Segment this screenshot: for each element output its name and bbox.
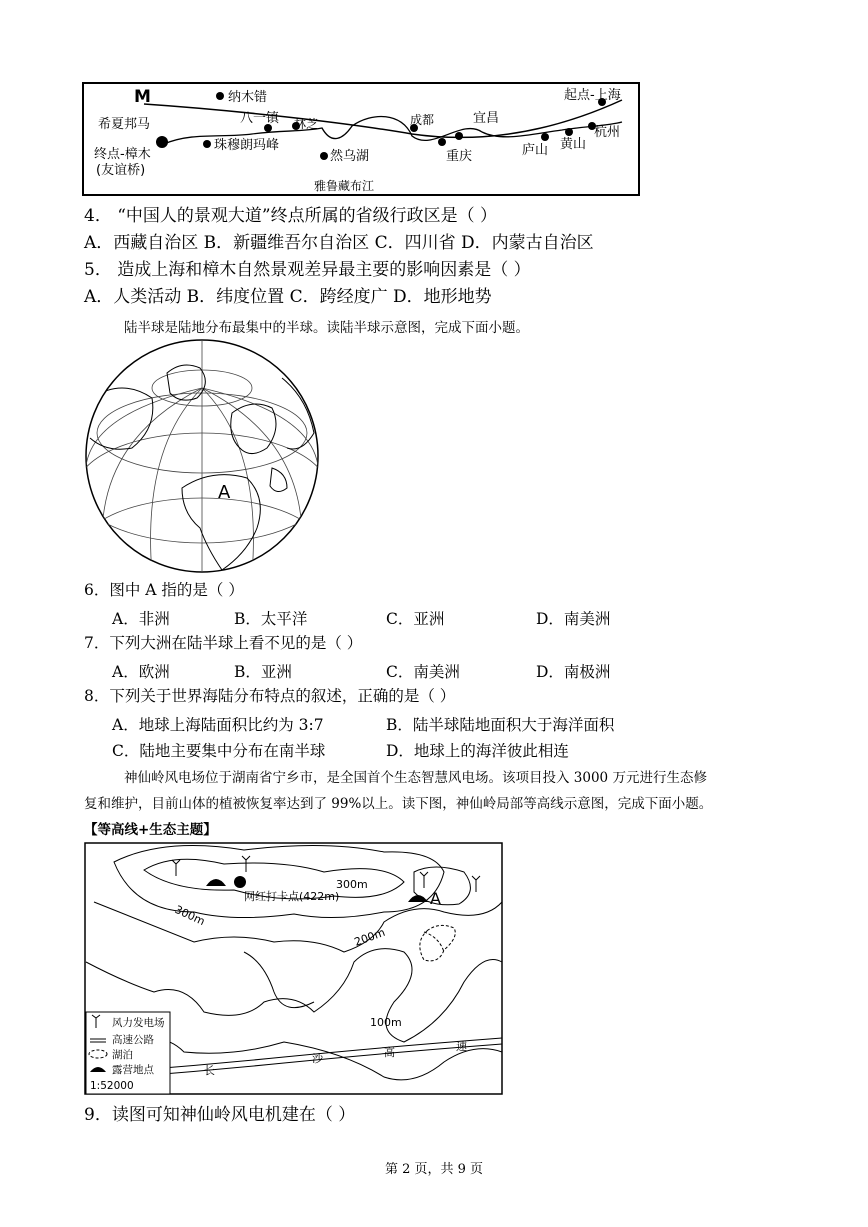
place-bayizhen: 八一镇 — [240, 111, 280, 126]
place-hangzhou: 杭州 — [594, 125, 621, 140]
legend-camp: 露营地点 — [112, 1064, 154, 1076]
place-chongqing: 重庆 — [446, 149, 473, 164]
legend-wind: 风力发电场 — [112, 1017, 165, 1029]
question-7-stem: 7．下列大洲在陆半球上看不见的是（ ） — [84, 634, 363, 652]
contour-label-100: 100m — [370, 1016, 402, 1029]
place-yarlung: 雅鲁藏布江 — [314, 179, 375, 193]
intro-land-hemisphere: 陆半球是陆地分布最集中的半球。读陆半球示意图，完成下面小题。 — [124, 320, 529, 336]
contour-label-200: 200m — [352, 925, 387, 949]
question-8-option-a: A．地球上海陆面积比约为 3:7 — [112, 716, 324, 734]
route-m-label: M — [134, 87, 151, 107]
place-lushan: 庐山 — [522, 143, 549, 158]
section-tag: 【等高线+生态主题】 — [84, 822, 217, 838]
question-6-option-c: C．亚洲 — [386, 610, 445, 628]
route-start-label: 起点-上海 — [564, 88, 621, 103]
question-6-option-b: B．太平洋 — [234, 610, 308, 628]
intro-wind-line-2: 复和维护，目前山体的植被恢复率达到了 99%以上。读下图，神仙岭局部等高线示意图，完成下面小题。 — [84, 796, 713, 812]
question-8-option-b: B．陆半球陆地面积大于海洋面积 — [386, 716, 615, 734]
legend-highway: 高速公路 — [112, 1034, 154, 1046]
question-5-stem: 5． 造成上海和樟木自然景观差异最主要的影响因素是（ ） — [84, 260, 531, 280]
place-ranwuhu: 然乌湖 — [330, 149, 370, 164]
question-8-option-d: D．地球上的海洋彼此相连 — [386, 742, 569, 760]
place-namucuo: 纳木错 — [228, 90, 268, 105]
globe-label-a: A — [218, 482, 231, 503]
question-7-option-c: C．南美洲 — [386, 663, 460, 681]
question-8-option-c: C．陆地主要集中分布在南半球 — [112, 742, 326, 760]
question-4-stem: 4． “中国人的景观大道”终点所属的省级行政区是（ ） — [84, 206, 498, 226]
land-hemisphere-globe — [82, 338, 322, 578]
place-xixiabangma: 希夏邦马 — [98, 117, 151, 132]
page-footer: 第 2 页，共 9 页 — [384, 1162, 484, 1177]
question-5-options: A．人类活动 B．纬度位置 C．跨经度广 D．地形地势 — [84, 287, 492, 307]
road-char-1: 长 — [204, 1064, 215, 1077]
question-9-stem: 9．读图可知神仙岭风电机建在（ ） — [84, 1105, 356, 1125]
legend-scale: 1:52000 — [90, 1080, 134, 1092]
place-yichang: 宜昌 — [473, 111, 500, 126]
place-zhumulangma: 珠穆朗玛峰 — [214, 138, 280, 153]
contour-map — [84, 842, 504, 1096]
legend-lake: 湖泊 — [112, 1049, 133, 1061]
question-6-option-a: A．非洲 — [112, 610, 170, 628]
question-4-options: A．西藏自治区 B．新疆维吾尔自治区 C．四川省 D．内蒙古自治区 — [84, 233, 594, 253]
question-8-stem: 8．下列关于世界海陆分布特点的叙述，正确的是（ ） — [84, 687, 456, 705]
route-map — [82, 82, 642, 198]
road-char-2: 沙 — [312, 1052, 323, 1065]
contour-label-300-a: 300m — [336, 878, 368, 891]
question-7-option-a: A．欧洲 — [112, 663, 170, 681]
route-end-label: 终点-樟木 — [94, 147, 151, 162]
road-char-3: 高 — [384, 1046, 395, 1059]
place-chengdu: 成都 — [410, 113, 435, 127]
contour-label-300-b: 300m — [172, 902, 207, 929]
road-char-4: 速 — [456, 1040, 467, 1053]
intro-wind-line-1: 神仙岭风电场位于湖南省宁乡市，是全国首个生态智慧风电场。该项目投入 3000 万元进行生态修 — [124, 770, 707, 786]
question-7-option-b: B．亚洲 — [234, 663, 292, 681]
question-7-option-d: D．南极洲 — [536, 663, 611, 681]
question-6-stem: 6．图中 A 指的是（ ） — [84, 581, 244, 599]
contour-camp-label-a: A — [430, 889, 441, 908]
place-huangshan: 黄山 — [560, 137, 587, 152]
contour-point-label: 网红打卡点(422m) — [244, 890, 340, 903]
question-6-option-d: D．南美洲 — [536, 610, 611, 628]
place-linzhi: 林芝 — [294, 117, 319, 131]
route-end-label-2: (友谊桥) — [96, 163, 146, 178]
